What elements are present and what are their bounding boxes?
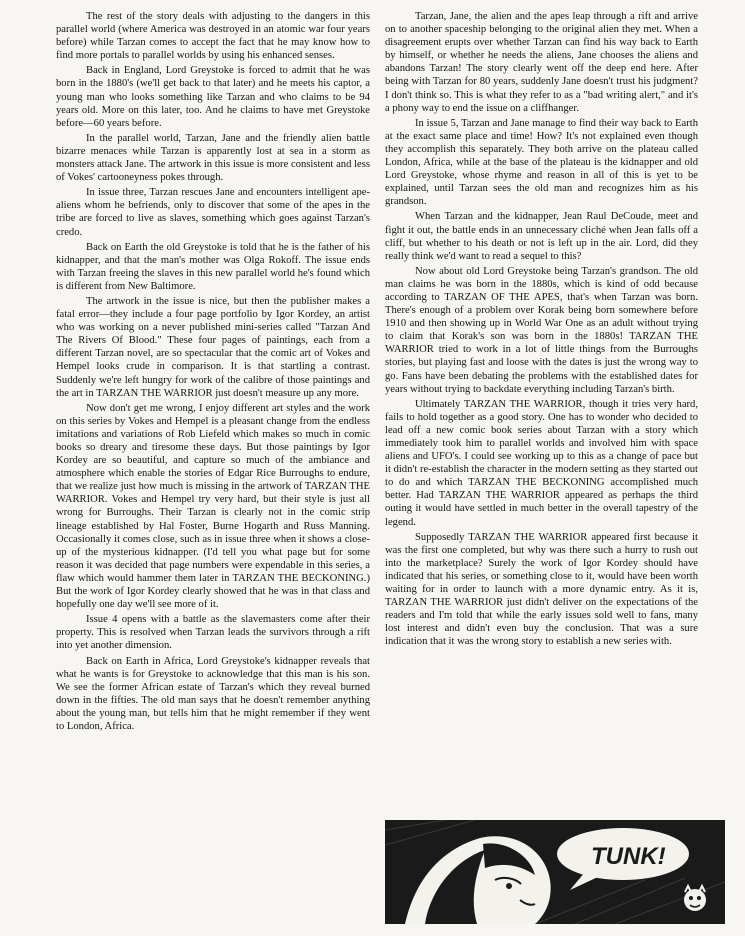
paragraph: In issue 5, Tarzan and Jane manage to find their way back to Earth at the exact same place and time! How? It's not explained even though they accomplish this separately. They both arrive on the plateau called London, Africa, while at the base of the plateau is the kidnapper and old Lord Greystoke, whose rhyme and reason in all of this is yet to be explained, until Tarzan sees the old man and recognizes him as his grandson. (385, 117, 698, 208)
left-column (56, 10, 370, 735)
paragraph: In issue three, Tarzan rescues Jane and encounters intelligent ape-aliens whom he befriends, only to discover that some of the apes in the tribe are forced to live as slaves, something which goes against Tarzan's credo. (56, 187, 370, 238)
paragraph: Back in England, Lord Greystoke is forced to admit that he was born in the 1880's (we'll get back to that later) and he meets his captor, a young man who looks something like Tarzan and who claims to be 94 years old. More on this later, too. And he claims to have met Greystoke before—60 years before. (56, 65, 370, 129)
sound-effect-text: TUNK! (591, 843, 666, 870)
paragraph: Back on Earth in Africa, Lord Greystoke's kidnapper reveals that what he wants is for Greystoke to acknowledge that this man is his son. We see the former African estate of Tarzan's which they reveal burned down in the fifties. The old man says that he doesn't remember anything about the young man, but tells him that he might remember if they went to London, Africa. (56, 655, 370, 732)
paragraph: Back on Earth the old Greystoke is told that he is the father of his kidnapper, and that the man's mother was Olga Rokoff. The issue ends with Tarzan freeing the slaves in this new parallel world he's found which is different from New Baltimore. (56, 241, 370, 292)
paragraph: In the parallel world, Tarzan, Jane and the friendly alien battle bizarre menaces while Tarzan is apparently lost at sea in a storm as monsters attack Jane. The artwork in this issue is more consistent and less of Vokes' cartooneyness pokes through. (56, 132, 370, 184)
paragraph: Tarzan, Jane, the alien and the apes leap through a rift and arrive on to another spaceship belonging to the original alien they met. When a disagreement erupts over whether Tarzan can find his way back to Earth by himself, or whether he needs the aliens, Jane chooses the aliens and abandons Tarzan! The story clearly went off the deep end here. After being with Tarzan for 80 years, suddenly Jane doesn't trust his judgment? I don't think so. This is what they refer to as a "bad writing alert," and it's a phony way to end the issue on a cliffhanger. (385, 11, 698, 114)
comic-panel-illustration (385, 820, 725, 924)
paragraph: Supposedly TARZAN THE WARRIOR appeared first because it was the first one completed, but why was there such a hurry to rush out into the marketplace? Surely the work of Igor Kordey should have indicated that his series, or something close to it, would have been worth waiting for in order to launch with a more dynamic entry. As it is, TARZAN THE WARRIOR just didn't deliver on the expectations of the readers and I'm told that while the early issues sold well to fans, many lost interest and didn't even buy the conclusion. That was a sure indication that it was the wrong story to establish a new series with. (385, 531, 698, 648)
paragraph: Issue 4 opens with a battle as the slavemasters come after their property. This is resolved when Tarzan leads the survivors through a rift into yet another dimension. (56, 614, 370, 652)
paragraph: Now don't get me wrong, I enjoy different art styles and the work on this series by Vokes and Hempel is a pleasant change from the endless imitations and variations of Rob Liefeld which makes so much in comic books so dreary and tiresome these days. But those paintings by Igor Kordey are so beautiful, and capture so much of the ambiance and atmosphere which enable the stories of Edgar Rice Burroughs to endure, that we realize just how much is missing in the artwork of TARZAN THE WARRIOR. Vokes and Hempel try very hard, but their style is just all wrong for Burroughs. Their Tarzan is clearly not in the comic strip lineage established by Hal Foster, Burne Hogarth and Russ Manning. Occasionally it comes close, such as in issue three when it shows a close-up of the mysterious kidnapper. (I'd tell you what page but for some reason it was decided that page numbers were expendable in this series, a flaw which would hammer them later in TARZAN THE BECKONING.) But the work of Igor Kordey clearly showed that he was in that class and hopefully one day we'll see more of it. (56, 402, 370, 611)
paragraph: Ultimately TARZAN THE WARRIOR, though it tries very hard, fails to hold together as a good story. One has to wonder who decided to lead off a new comic book series about Tarzan with a story which immediately took him to parallel worlds and involved him with space aliens and UFO's. I could see working up to this as a change of pace but it didn't re-establish the character in the modern setting as they started out to do and which TARZAN THE BECKONING accomplished much better. Had TARZAN THE WARRIOR appeared as perhaps the third outing it would have settled in much better in the overall tapestry of the legend. (385, 398, 698, 528)
comic-panel-art (385, 820, 725, 924)
paragraph: The rest of the story deals with adjusting to the dangers in this parallel world (where America was destroyed in an atomic war four years before) while Tarzan comes to accept the fact that he may know how to find more portals to parallel worlds by using his enhanced senses. (56, 11, 370, 62)
paragraph: Now about old Lord Greystoke being Tarzan's grandson. The old man claims he was born in the 1880s, which is kind of odd because according to TARZAN OF THE APES, that's when Tarzan was born. There's enough of a problem over Korak being born somewhere before 1910 and then showing up in World War One as an adult without trying to claim that Korak's son was born in the 1880s! TARZAN THE WARRIOR tried to work in a lot of little things from the Burroughs stories, but playing fast and loose with the dates is just the wrong way to go. Fans have been debating the problems with the established dates for years without trying to backdate everything including Tarzan's birth. (385, 265, 698, 395)
right-column (385, 10, 698, 651)
paragraph: When Tarzan and the kidnapper, Jean Raul DeCoude, meet and fight it out, the battle ends in an unnecessary cliché when Jean falls off a cliff, but whether to his death or not is left up in the air. Lord, did they really think we'd want to read a sequel to this? (385, 211, 698, 262)
paragraph: The artwork in the issue is nice, but then the publisher makes a fatal error—they include a four page portfolio by Igor Kordey, an artist who was working on a never published mini-series called "Tarzan And The Rivers Of Blood." These four pages of paintings, each from a different Tarzan novel, are so spectacular that the comic art of Vokes and Hempel looks crude in comparison. It is that startling a contrast. Suddenly we're left hungry for work of the calibre of those paintings and the art in TARZAN THE WARRIOR just doesn't measure up any more. (56, 295, 370, 399)
